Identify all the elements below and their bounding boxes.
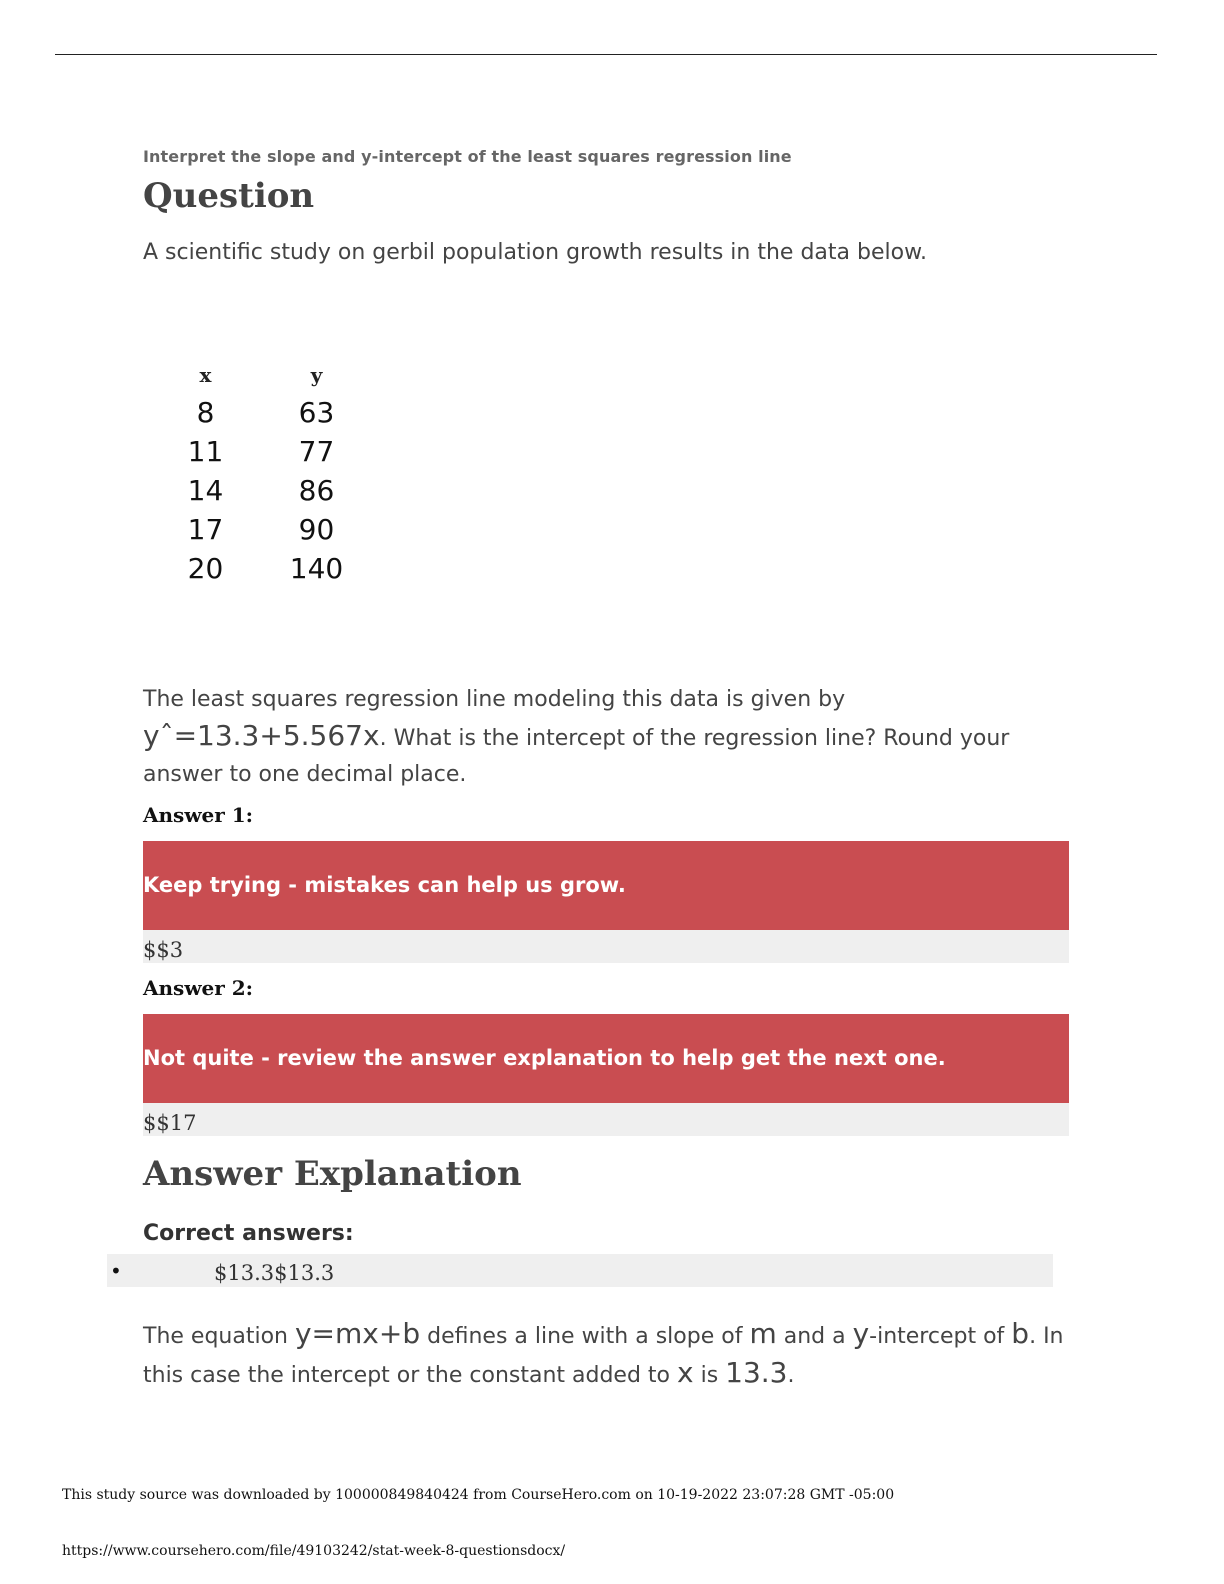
table-cell-x: 8 — [196, 396, 215, 429]
y-symbol: y — [852, 1317, 870, 1350]
intercept-symbol: b — [1011, 1317, 1030, 1350]
footer-url: https://www.coursehero.com/file/49103242/stat-week-8-questionsdocx/ — [62, 1543, 566, 1559]
regression-text-after: . What is the intercept of the regression line? Round your answer to one decimal place. — [143, 726, 1010, 787]
correct-answers-heading: Correct answers: — [143, 1221, 354, 1246]
table-row — [150, 432, 372, 471]
explanation-text-part: is — [693, 1363, 726, 1388]
regression-text-before: The least squares regression line modeling this data is given by — [143, 687, 846, 712]
answer-1-label: Answer 1: — [143, 803, 254, 827]
explanation-text-part: The equation — [143, 1324, 295, 1349]
table-cell-x: 11 — [187, 435, 224, 468]
table-cell-y: 77 — [298, 435, 335, 468]
question-heading: Question — [143, 176, 315, 216]
explanation-text-part: and a — [776, 1324, 853, 1349]
topic-subtitle: Interpret the slope and y-intercept of the least squares regression line — [143, 147, 792, 166]
equation-math: y=mx+b — [294, 1317, 421, 1350]
explanation-text — [143, 1316, 1083, 1394]
explanation-text-part: . In this case the intercept or the constant added to — [143, 1324, 1064, 1388]
column-header-y: y — [310, 363, 323, 387]
footer-source-note: This study source was downloaded by 100000849840424 from CourseHero.com on 10-19-2022 23:07:28 GMT -05:00 — [62, 1487, 895, 1503]
table-cell-x: 20 — [187, 552, 224, 585]
intercept-value: 13.3 — [725, 1356, 788, 1389]
top-divider — [55, 54, 1157, 55]
table-cell-x: 17 — [187, 513, 224, 546]
table-header-row — [150, 363, 372, 393]
table-row — [150, 471, 372, 510]
table-row — [150, 510, 372, 549]
answer-1-response: $$3 — [143, 930, 1069, 963]
table-cell-x: 14 — [187, 474, 224, 507]
answer-explanation-heading: Answer Explanation — [143, 1154, 522, 1194]
correct-answer-value: $13.3$13.3 — [214, 1261, 335, 1285]
table-cell-y: 86 — [298, 474, 335, 507]
table-cell-y: 140 — [289, 552, 344, 585]
question-intro: A scientific study on gerbil population growth results in the data below. — [143, 240, 928, 265]
slope-symbol: m — [749, 1317, 777, 1350]
x-symbol: x — [677, 1356, 694, 1389]
table-row — [150, 393, 372, 432]
explanation-text-part: -intercept of — [869, 1324, 1012, 1349]
answer-2-feedback: Not quite - review the answer explanation to help get the next one. — [143, 1014, 1069, 1103]
explanation-text-part: . — [787, 1363, 795, 1388]
table-cell-y: 63 — [298, 396, 335, 429]
answer-2-response: $$17 — [143, 1103, 1069, 1136]
regression-equation: yˆ=13.3+5.567x — [143, 719, 380, 752]
table-cell-y: 90 — [298, 513, 335, 546]
answer-1-feedback: Keep trying - mistakes can help us grow. — [143, 841, 1069, 930]
regression-prompt — [143, 682, 1073, 793]
column-header-x: x — [199, 363, 212, 387]
bullet-icon: • — [110, 1259, 122, 1283]
explanation-text-part: defines a line with a slope of — [420, 1324, 750, 1349]
correct-answer-item — [107, 1254, 1053, 1287]
answer-2-label: Answer 2: — [143, 976, 254, 1000]
data-table — [150, 363, 372, 588]
table-row — [150, 549, 372, 588]
